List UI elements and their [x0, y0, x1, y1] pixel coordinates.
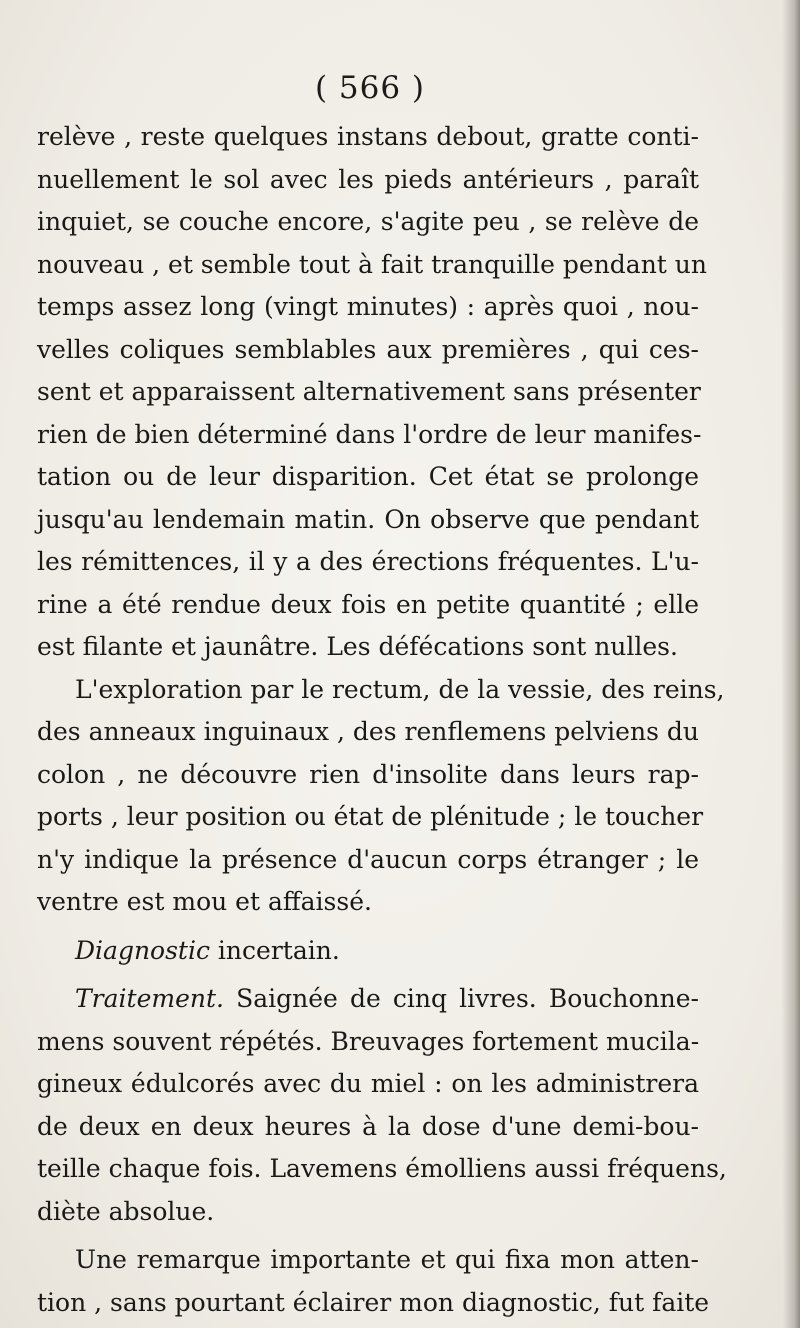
diagnostic-paragraph — [37, 930, 699, 973]
text-line: gineux édulcorés avec du miel : on les administrera — [37, 1069, 699, 1098]
page-number: ( 566 ) — [314, 70, 426, 106]
text-line: nuellement le sol avec les pieds antérieurs , paraît — [37, 164, 699, 194]
text-line: n'y indique la présence d'aucun corps étranger ; le — [37, 844, 699, 874]
diagnostic-text: incertain. — [209, 935, 340, 965]
text-line: L'exploration par le rectum, de la vessie, des reins, — [75, 674, 725, 704]
traitement-paragraph — [37, 978, 699, 1021]
text-line: relève , reste quelques instans debout, gratte conti- — [37, 122, 699, 151]
text-line: sent et apparaissent alternativement sans présenter — [37, 377, 701, 406]
text-line: ventre est mou et affaissé. — [37, 887, 372, 916]
text-line: les rémittences, il y a des érections fréquentes. L'u- — [37, 547, 699, 576]
text-line: colon , ne découvre rien d'insolite dans leurs rap- — [37, 759, 699, 789]
diagnostic-label: Diagnostic — [75, 935, 210, 965]
body-text — [37, 116, 727, 1324]
text-line: tation ou de leur disparition. Cet état se prolonge — [37, 462, 699, 491]
text-line: teille chaque fois. Lavemens émolliens aussi fréquens, — [37, 1154, 727, 1183]
text-line: mens souvent répétés. Breuvages fortement mucila- — [37, 1026, 700, 1056]
traitement-label: Traitement. — [75, 984, 224, 1013]
text-line: de deux en deux heures à la dose d'une demi-bou- — [37, 1111, 699, 1141]
text-line: nouveau , et semble tout à fait tranquille pendant un — [37, 249, 708, 279]
text-line: temps assez long (vingt minutes) : après quoi , nou- — [37, 292, 699, 321]
text-line: velles coliques semblables aux premières , qui ces- — [37, 334, 699, 364]
text-line: ports , leur position ou état de plénitude ; le toucher — [37, 802, 704, 831]
text-line: inquiet, se couche encore, s'agite peu , se relève de — [37, 207, 699, 236]
text-line: jusqu'au lendemain matin. On observe que pendant — [37, 504, 699, 534]
traitement-text: Saignée de cinq livres. Bouchonne- — [223, 984, 699, 1013]
text-line: rien de bien déterminé dans l'ordre de leur manifes- — [37, 419, 702, 449]
text-line: tion , sans pourtant éclairer mon diagnostic, fut faite — [37, 1287, 710, 1317]
text-line: rine a été rendue deux fois en petite quantité ; elle — [37, 589, 699, 619]
page-edge-shadow — [782, 0, 800, 1328]
text-line: des anneaux inguinaux , des renflemens pelviens du — [37, 717, 699, 746]
text-line: Une remarque importante et qui fixa mon atten- — [75, 1245, 699, 1274]
text-line: est filante et jaunâtre. Les défécations sont nulles. — [37, 632, 678, 661]
text-line: diète absolue. — [37, 1196, 215, 1226]
